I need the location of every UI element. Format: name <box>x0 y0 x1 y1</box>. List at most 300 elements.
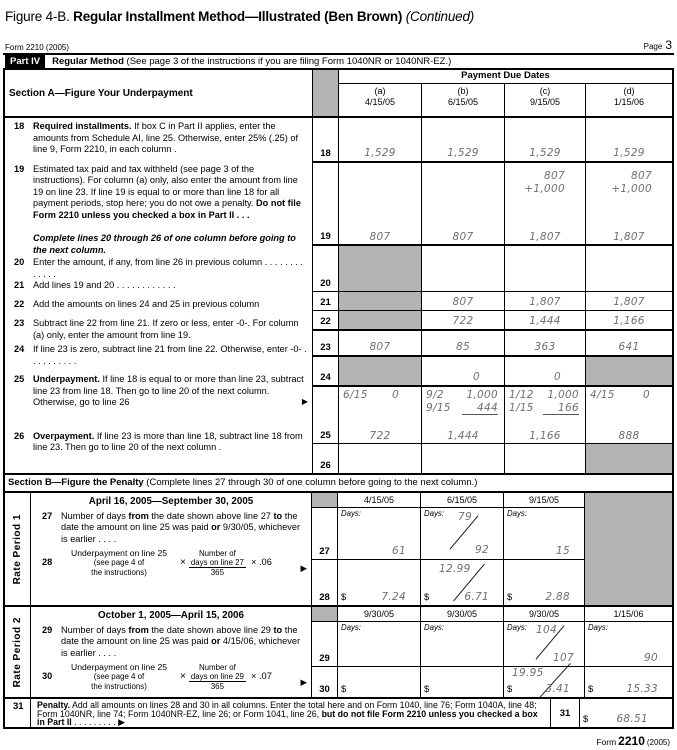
line19-total-b: 807 <box>452 231 474 243</box>
line31-row <box>5 699 672 727</box>
line25-b-date1: 9/2 <box>426 389 444 401</box>
line29-t4: 4/15/06, whichever is earlier <box>61 636 301 658</box>
line27-b3: or <box>211 522 221 532</box>
form-meta-row <box>3 26 674 53</box>
line18-dots: . <box>171 144 177 154</box>
line27-dots: . . . . <box>95 533 117 544</box>
line26-text-bold: Overpayment. <box>33 430 95 441</box>
line29-days-label-c: Days: <box>507 623 527 632</box>
line18-row-number: 18 <box>313 118 339 163</box>
line25-notes-c <box>509 389 579 415</box>
line29-text <box>61 625 309 660</box>
line24-text <box>33 344 312 367</box>
line28-row <box>312 560 672 605</box>
line26-number: 26 <box>14 430 25 441</box>
section-a-body <box>5 118 672 473</box>
line18-text-bold: Required installments. <box>33 121 132 131</box>
line25-row-number: 25 <box>313 387 339 444</box>
line30-value-a <box>338 667 421 697</box>
line25-arrow-icon: ▶ <box>301 397 308 406</box>
line19-row-number: 19 <box>313 163 339 246</box>
line25-value-c <box>505 387 586 444</box>
rate-period-1-descriptions <box>31 493 312 605</box>
line28-times-1: × <box>180 557 186 569</box>
col-header-d <box>586 84 672 116</box>
line29-days-label-b: Days: <box>424 623 444 632</box>
footer-form-label: Form <box>596 737 617 747</box>
line29-days-label-d: Days: <box>588 623 608 632</box>
rate-period-1-block <box>5 493 672 607</box>
line27-number: 27 <box>42 510 53 521</box>
line25-notes-a <box>343 389 415 402</box>
line21-description <box>5 280 312 292</box>
line20-dots: . . . . . . . . . . . . . <box>33 257 303 279</box>
line28-arrow-icon: ▶ <box>300 563 307 574</box>
rate-period-2-grid <box>312 607 672 697</box>
figure-title <box>3 4 674 26</box>
line27-value-b <box>421 508 504 560</box>
line24-value-b: 0 <box>422 357 505 387</box>
line19-total-d: 1,807 <box>613 231 645 243</box>
line29-value-d <box>585 622 672 667</box>
line29-value-c <box>504 622 585 667</box>
line31-number: 31 <box>5 699 31 727</box>
line20-row-number: 20 <box>313 246 339 292</box>
line26-description <box>5 431 312 454</box>
col-a-date: 4/15/05 <box>364 97 396 107</box>
line20-value-d <box>586 246 672 292</box>
line28-dollar-c: $ <box>507 592 513 603</box>
line28-frac-mid: days on line 27 <box>190 558 244 568</box>
column-headers <box>339 84 672 116</box>
line24-value-d-shaded <box>586 357 672 387</box>
line28-left2: (see page 4 of <box>93 558 145 568</box>
line25-c-date1: 1/12 <box>509 389 534 401</box>
line20-value-b <box>422 246 505 292</box>
line24-row <box>313 357 672 387</box>
line25-row <box>313 387 672 444</box>
line30-left3: the instructions) <box>91 681 147 691</box>
line31-dots: . . . . . . . . . <box>71 717 116 727</box>
line25-value-d <box>586 387 672 444</box>
line30-frac-top: Number of <box>198 663 236 672</box>
line30-dollar-c: $ <box>507 684 513 695</box>
line26-value-a <box>339 444 422 473</box>
line28-amount-b: 6.71 <box>464 591 489 603</box>
line31-amount: 68.51 <box>616 713 648 725</box>
col-header-b <box>422 84 505 116</box>
line28-value-c <box>504 560 585 605</box>
line23-row-number: 23 <box>313 331 339 357</box>
line25-c-amt1: 1,000 <box>547 389 579 401</box>
line24-description <box>5 344 312 367</box>
line30-number: 30 <box>42 671 53 682</box>
line29-row <box>312 622 672 667</box>
line26-dots: . <box>216 442 222 452</box>
rp1-date-d-shaded <box>585 493 672 508</box>
line24-value-a-shaded <box>339 357 422 387</box>
line19-number: 19 <box>14 163 25 174</box>
line29-row-number: 29 <box>312 622 338 667</box>
form-id: Form 2210 (2005) <box>5 43 70 52</box>
line27-b1: from <box>128 510 149 521</box>
line28-row-number: 28 <box>312 560 338 605</box>
line19-value-a <box>339 163 422 246</box>
line27-value-a <box>338 508 421 560</box>
line24-value-c: 0 <box>505 357 586 387</box>
line21-row <box>313 292 672 311</box>
figure-title-prefix: Figure 4-B. <box>5 9 70 24</box>
line20-number: 20 <box>14 257 25 267</box>
section-a-descriptions <box>5 118 313 473</box>
line20-value-a-shaded <box>339 246 422 292</box>
line30-frac-bottom: 365 <box>210 681 224 691</box>
line25-a-date1: 6/15 <box>343 389 368 401</box>
line23-number: 23 <box>14 318 25 328</box>
line29-description <box>33 625 309 660</box>
rp2-date-c: 9/30/05 <box>504 607 585 622</box>
rate-period-1-label: Rate Period 1 <box>12 513 23 585</box>
line21-dots: . . . . . . . . . . . . <box>114 280 176 290</box>
line28-frac-bottom: 365 <box>210 567 224 577</box>
line19-value-d <box>586 163 672 246</box>
line28-dollar-b: $ <box>424 592 430 603</box>
line20-text <box>33 257 312 280</box>
line27-row <box>312 508 672 560</box>
line19-note2-c: +1,000 <box>524 183 565 195</box>
line31-box-number: 31 <box>550 699 580 727</box>
line29-value-a <box>338 622 421 667</box>
line25-note-c2 <box>509 402 579 416</box>
line19-value-b <box>422 163 505 246</box>
line19-dots: . . . <box>234 209 250 220</box>
rp2-number-shade <box>312 607 338 622</box>
line18-value-d: 1,529 <box>586 118 672 163</box>
line18-number: 18 <box>14 121 25 131</box>
line25-value-b <box>422 387 505 444</box>
line19-total-a: 807 <box>369 231 391 243</box>
rp1-date-b: 6/15/05 <box>421 493 504 508</box>
line29-number: 29 <box>42 624 53 635</box>
line27-b2: to <box>273 510 283 521</box>
col-d-date: 1/15/06 <box>613 97 645 107</box>
page-number: 3 <box>665 38 672 52</box>
line26-value-d-shaded <box>586 444 672 473</box>
line18-value-c: 1,529 <box>505 118 586 163</box>
line30-value-d <box>585 667 672 697</box>
line28-left3: the instructions) <box>91 567 147 577</box>
line25-number: 25 <box>14 374 25 384</box>
line25-b-amt2: 444 <box>462 402 498 416</box>
line28-amount-b-crossed: 12.99 <box>439 563 471 575</box>
table-header <box>5 70 672 118</box>
part-iv-header <box>3 53 674 70</box>
line26-text <box>33 431 312 454</box>
page-footer <box>3 729 674 748</box>
line30-row <box>312 667 672 697</box>
line18-text-rest: If box C in Part II applies, enter the amounts from Schedule AI, line 25. Otherwise, enter 25% (.25) of line 9, Form 2210, in each column <box>33 121 299 154</box>
line30-times-1: × <box>180 671 186 683</box>
line30-row-number: 30 <box>312 667 338 697</box>
line27-value-d-shaded <box>585 508 672 560</box>
line30-formula-left <box>61 663 177 691</box>
line25-a-amt1: 0 <box>392 389 399 401</box>
line19-description <box>5 164 312 222</box>
line31-text-bold: Penalty. <box>37 700 71 710</box>
line18-row <box>313 118 672 163</box>
line30-amount-c: 3.41 <box>545 683 570 695</box>
line25-text-bold: Underpayment. <box>33 374 100 384</box>
line28-formula-left <box>61 549 177 577</box>
line25-note-a1 <box>343 389 415 402</box>
line27-row-number: 27 <box>312 508 338 560</box>
line27-days-a: 61 <box>392 545 406 557</box>
line29-b1: from <box>128 624 149 635</box>
line27-t2: the date shown above line 27 <box>148 510 274 521</box>
line24-number: 24 <box>14 344 25 354</box>
line25-total-d: 888 <box>618 430 640 442</box>
line28-value-a <box>338 560 421 605</box>
col-header-a <box>339 84 422 116</box>
part-iv-title-wrap <box>52 56 451 67</box>
line28-rate: × .06 <box>250 557 272 568</box>
line31-text-rest: Add all amounts on lines 28 and 30 in all columns. Enter the total here and on Form 1040, line 76; Form 1040A, line 48; Form 1040NR, line 74; Form 1040NR-EZ, line 26; or Form 1041, line 26, <box>37 700 537 719</box>
line29-t2: the date shown above line 29 <box>148 624 274 635</box>
line22-value-b: 722 <box>422 311 505 331</box>
line29-b3: or <box>211 636 221 646</box>
col-b-letter: (b) <box>457 86 469 96</box>
line29-b2: to <box>273 624 283 635</box>
line25-note-b1 <box>426 389 498 402</box>
rate-period-2-block <box>5 607 672 699</box>
line25-note-c1 <box>509 389 579 402</box>
line27-description <box>33 511 309 546</box>
section-a-title: Section A—Figure Your Underpayment <box>5 70 313 116</box>
page-indicator <box>644 38 672 52</box>
line25-c-date2: 1/15 <box>509 401 534 414</box>
line25-text <box>33 374 312 409</box>
line21-value-c: 1,807 <box>505 292 586 311</box>
section-b-subtitle: (Complete lines 27 through 30 of one column before going to the next column.) <box>143 477 478 488</box>
rp1-dates-row <box>312 493 672 508</box>
line25-text-rest: If line 18 is equal to or more than line 23, subtract line 23 from line 18. Then go to line 20 of the next column. Otherwise, go to line 26 <box>33 374 304 407</box>
line31-text <box>31 699 550 727</box>
line25-note-b2 <box>426 402 498 416</box>
line19-notes-d <box>586 170 652 196</box>
line26-value-b <box>422 444 505 473</box>
line28-left1: Underpayment on line 25 <box>70 548 168 558</box>
page-label: Page <box>643 42 663 51</box>
footer-form-number: 2210 <box>618 734 645 748</box>
line30-left1: Underpayment on line 25 <box>70 662 168 672</box>
line23-text: Subtract line 22 from line 21. If zero or less, enter -0-. For column (a) only, enter the amount from line 19. <box>33 318 299 340</box>
line21-text <box>33 280 312 292</box>
line19-text-bold: Do not file Form 2210 unless you checked a box in Part II <box>33 198 301 220</box>
rp2-date-d: 1/15/06 <box>585 607 672 622</box>
col-d-letter: (d) <box>623 86 635 96</box>
line19-total-c: 1,807 <box>529 231 561 243</box>
line22-row-number: 22 <box>313 311 339 331</box>
line22-number: 22 <box>14 298 25 309</box>
line29-days-label-a: Days: <box>341 623 361 632</box>
rp1-number-shade <box>312 493 338 508</box>
col-c-date: 9/15/05 <box>529 97 561 107</box>
line31-value <box>580 699 672 727</box>
line27-t1: Number of days <box>61 510 129 521</box>
col-a-letter: (a) <box>374 86 386 96</box>
line23-value-c: 363 <box>505 331 586 357</box>
figure-title-continued: (Continued) <box>405 9 475 24</box>
line30-left2: (see page 4 of <box>93 672 145 682</box>
line25-total-c: 1,166 <box>529 430 561 442</box>
payment-due-dates-header <box>339 70 672 116</box>
line21-value-d: 1,807 <box>586 292 672 311</box>
rate-period-1-grid <box>312 493 672 605</box>
line27-value-c <box>504 508 585 560</box>
line19-text <box>33 164 312 222</box>
line23-row <box>313 331 672 357</box>
footer-form-year: (2005) <box>646 738 670 747</box>
part-iv-badge: Part IV <box>5 55 45 69</box>
section-b-title: Section B—Figure the Penalty <box>8 477 144 488</box>
line28-frac-top: Number of <box>198 549 236 558</box>
section-a-grid <box>313 118 672 473</box>
line26-value-c <box>505 444 586 473</box>
line30-dollar-b: $ <box>424 684 430 695</box>
line29-dots: . . . . <box>95 647 117 658</box>
rp1-date-c: 9/15/05 <box>504 493 585 508</box>
line28-dollar-a: $ <box>341 592 347 603</box>
line19-note1-d: 807 <box>631 170 652 182</box>
line30-fraction <box>189 663 246 691</box>
line28-fraction <box>189 549 246 577</box>
figure-title-main: Regular Installment Method—Illustrated (Ben Brown) <box>73 9 403 24</box>
line28-formula <box>33 549 309 577</box>
note-lines-20-26: Complete lines 20 through 26 of one column before going to the next column. <box>33 233 296 255</box>
line30-dollar-d: $ <box>588 684 594 695</box>
line22-text: Add the amounts on lines 24 and 25 in previous column <box>33 298 260 309</box>
line21-number: 21 <box>14 280 25 290</box>
line25-d-amt1: 0 <box>643 389 650 401</box>
line18-value-a: 1,529 <box>339 118 422 163</box>
line24-row-number: 24 <box>313 357 339 387</box>
line28-value-b <box>421 560 504 605</box>
line22-row <box>313 311 672 331</box>
payment-due-dates-label: Payment Due Dates <box>339 70 672 84</box>
line21-text-rest: Add lines 19 and 20 <box>33 280 115 290</box>
line27-t3: the date the amount on line 25 was paid <box>61 510 298 532</box>
line27-days-b-crossed: 79 <box>458 511 472 523</box>
line23-value-a: 807 <box>339 331 422 357</box>
line24-text-rest: If line 23 is zero, subtract line 21 from line 22. Otherwise, enter -0- <box>33 344 302 354</box>
line25-total-a: 722 <box>369 430 391 442</box>
line30-amount-d: 15.33 <box>626 683 658 695</box>
line26-row <box>313 444 672 473</box>
line26-row-number: 26 <box>313 444 339 473</box>
line21-value-a-shaded <box>339 292 422 311</box>
line-number-column-shade <box>313 70 339 116</box>
line30-value-b <box>421 667 504 697</box>
line23-value-b: 85 <box>422 331 505 357</box>
rp2-dates-row <box>312 607 672 622</box>
col-c-letter: (c) <box>539 86 551 96</box>
line27-t4: 9/30/05, whichever is earlier <box>61 522 301 544</box>
line29-t1: Number of days <box>61 624 129 635</box>
rp2-date-b: 9/30/05 <box>421 607 504 622</box>
line29-days-c: 107 <box>553 652 574 664</box>
rp1-date-a: 4/15/05 <box>338 493 421 508</box>
line26-text-rest: If line 23 is more than line 18, subtract line 18 from line 23. Then go to line 20 of the next column <box>33 430 303 452</box>
line25-note-d1 <box>590 389 666 402</box>
line25-total-b: 1,444 <box>447 430 479 442</box>
line27-text <box>61 511 309 546</box>
line19-notes-c <box>505 170 565 196</box>
line22-value-d: 1,166 <box>586 311 672 331</box>
rp2-date-a: 9/30/05 <box>338 607 421 622</box>
line25-notes-d <box>590 389 666 402</box>
line30-dollar-a: $ <box>341 684 347 695</box>
line19-text-rest: Estimated tax paid and tax withheld (see page 3 of the instructions). For column (a) only, also enter the amount from line 19 on line 23. If line 19 is equal to or more than line 18 for all payment periods, stop here; you do not owe a penalty. <box>33 163 298 208</box>
line20-row <box>313 246 672 292</box>
line23-value-d: 641 <box>586 331 672 357</box>
line27-days-label-b: Days: <box>424 509 444 518</box>
line29-days-c-crossed: 104 <box>536 624 557 636</box>
line20-value-c <box>505 246 586 292</box>
rate-period-2-label: Rate Period 2 <box>12 616 23 688</box>
line31-dollar: $ <box>583 714 589 725</box>
line25-b-date2: 9/15 <box>426 401 451 414</box>
line30-formula <box>33 663 309 691</box>
line30-arrow-icon: ▶ <box>300 677 307 688</box>
line31-text-bold2: but do not file Form 2210 unless you checked a box in Part II <box>37 708 538 727</box>
line27-days-label-c: Days: <box>507 509 527 518</box>
line28-amount-c: 2.88 <box>545 591 570 603</box>
rate-period-2-label-cell <box>5 607 31 697</box>
line20-text-rest: Enter the amount, if any, from line 26 in previous column <box>33 257 263 267</box>
line19-row <box>313 163 672 246</box>
rate-period-1-label-cell <box>5 493 31 605</box>
line25-b-amt1: 1,000 <box>466 389 498 401</box>
line31-arrow-icon: ▶ <box>118 717 125 727</box>
line18-description <box>5 121 312 156</box>
line19-note2-d: +1,000 <box>611 183 652 195</box>
line30-rate: × .07 <box>250 671 272 682</box>
line29-value-b <box>421 622 504 667</box>
line25-c-amt2: 166 <box>543 402 579 416</box>
line30-frac-mid: days on line 29 <box>190 672 244 682</box>
line27-days-label-a: Days: <box>341 509 361 518</box>
line29-days-d: 90 <box>644 652 658 664</box>
line22-value-c: 1,444 <box>505 311 586 331</box>
line28-amount-a: 7.24 <box>381 591 406 603</box>
line25-d-date1: 4/15 <box>590 389 615 401</box>
line22-value-a-shaded <box>339 311 422 331</box>
line25-notes-b <box>426 389 498 415</box>
worksheet-table <box>3 70 674 729</box>
col-b-date: 6/15/05 <box>447 97 479 107</box>
line20-description <box>5 257 312 280</box>
line30-amount-c-crossed: 19.95 <box>512 667 544 679</box>
line30-value-c <box>504 667 585 697</box>
line27-days-c: 15 <box>556 545 570 557</box>
line19-note1-c: 807 <box>544 170 565 182</box>
line18-text <box>33 121 312 156</box>
line22-description <box>5 299 312 311</box>
part-iv-title: Regular Method <box>52 56 124 67</box>
rate-period-1-heading: April 16, 2005—September 30, 2005 <box>88 496 254 507</box>
line25-description <box>5 374 312 409</box>
line29-t3: the date the amount on line 25 was paid <box>61 624 298 646</box>
